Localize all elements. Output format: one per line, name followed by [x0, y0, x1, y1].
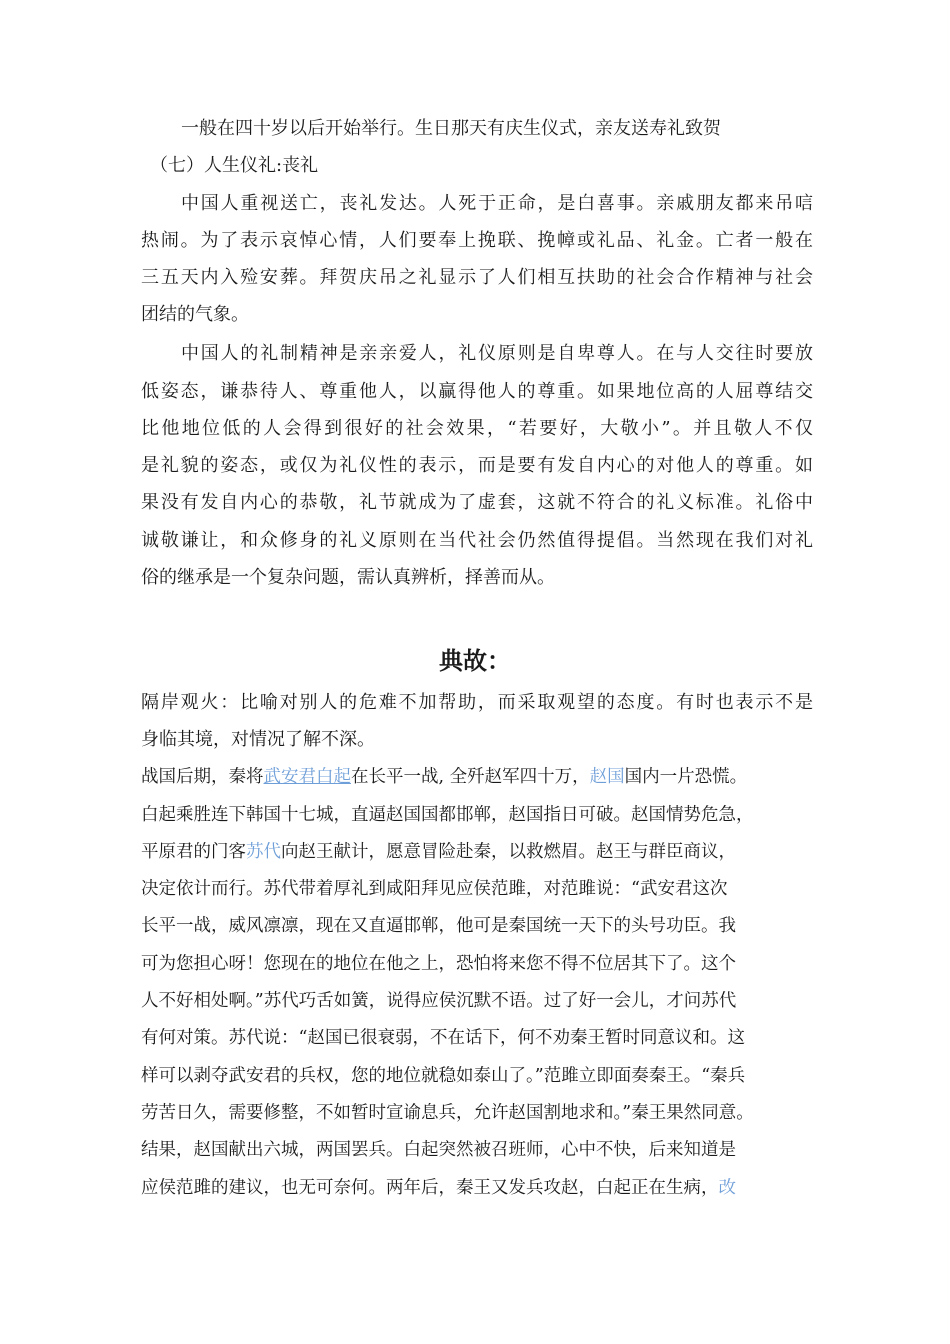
link-sudai[interactable]: 苏代 [246, 842, 281, 862]
paragraph-line: 热闹。为了表示哀悼心情，人们要奉上挽联、挽幛或礼品、礼金。亡者一般在 [141, 230, 813, 251]
story-line [141, 840, 813, 864]
story-text: 向赵王献计，愿意冒险赴秦，以救燃眉。赵王与群臣商议， [281, 842, 736, 862]
allusion-title: 典故： [439, 647, 511, 675]
paragraph-line: 果没有发自内心的恭敬，礼节就成为了虚套，这就不符合的礼义标准。礼俗中 [141, 492, 813, 513]
paragraph-line: 俗的继承是一个复杂问题，需认真辨析，择善而从。 [141, 567, 555, 588]
intro-line: 一般在四十岁以后开始举行。生日那天有庆生仪式，亲友送寿礼致贺 [181, 118, 721, 139]
paragraph-line: 诚敬谦让，和众修身的礼义原则在当代社会仍然值得提倡。当然现在我们对礼 [141, 530, 813, 551]
paragraph-line: 低姿态，谦恭待人、尊重他人，以赢得他人的尊重。如果地位高的人屈尊结交 [141, 381, 813, 402]
story-line: 白起乘胜连下韩国十七城，直逼赵国国都邯郸，赵国指日可破。赵国情势危急， [141, 805, 754, 825]
story-line: 有何对策。苏代说：“赵国已很衰弱，不在话下，何不劝秦王暂时同意议和。这 [141, 1028, 745, 1048]
story-text: 国内一片恐慌。 [624, 767, 748, 787]
story-line: 可为您担心呀！您现在的地位在他之上，恐怕将来您不得不位居其下了。这个 [141, 954, 736, 974]
story-line: 决定依计而行。苏代带着厚礼到咸阳拜见应侯范雎，对范雎说：“武安君这次 [141, 879, 728, 899]
paragraph-line: 中国人重视送亡，丧礼发达。人死于正命，是白喜事。亲戚朋友都来吊唁 [181, 193, 813, 214]
story-text: 在长平一战, 全歼赵军四十万， [351, 767, 590, 787]
definition-line: 隔岸观火：比喻对别人的危难不加帮助，而采取观望的态度。有时也表示不是 [141, 692, 813, 713]
paragraph-line: 是礼貌的姿态，或仅为礼仪性的表示，而是要有发自内心的对他人的尊重。如 [141, 455, 813, 476]
story-line: 长平一战，威风凛凛，现在又直逼邯郸，他可是秦国统一天下的头号功臣。我 [141, 916, 736, 936]
link-zhaoguo[interactable]: 赵国 [589, 767, 625, 787]
paragraph-line: 团结的气象。 [141, 304, 249, 325]
story-line: 样可以剥夺武安君的兵权，您的地位就稳如泰山了。”范雎立即面奏秦王。“秦兵 [141, 1066, 746, 1086]
section-heading: （七）人生仪礼:丧礼 [150, 155, 319, 176]
paragraph-line: 中国人的礼制精神是亲亲爱人，礼仪原则是自卑尊人。在与人交往时要放 [181, 343, 813, 364]
story-line: 劳苦日久，需要修整，不如暂时宣谕息兵，允许赵国割地求和。”秦王果然同意。 [141, 1103, 754, 1123]
story-text: 战国后期，秦将 [141, 767, 264, 787]
link-gai[interactable]: 改 [718, 1178, 736, 1198]
paragraph-line: 三五天内入殓安葬。拜贺庆吊之礼显示了人们相互扶助的社会合作精神与社会 [141, 267, 813, 288]
story-line: 结果，赵国献出六城，两国罢兵。白起突然被召班师，心中不快，后来知道是 [141, 1140, 736, 1160]
story-text: 平原君的门客 [141, 842, 246, 862]
link-wuanjun-baiqi[interactable]: 武安君白起 [263, 767, 351, 787]
story-text: 应侯范雎的建议，也无可奈何。两年后，秦王又发兵攻赵，白起正在生病， [141, 1178, 719, 1198]
story-line: 人不好相处啊。”苏代巧舌如簧，说得应侯沉默不语。过了好一会儿，才问苏代 [141, 991, 737, 1011]
paragraph-line: 比他地位低的人会得到很好的社会效果，“若要好，大敬小”。并且敬人不仅 [141, 418, 813, 439]
story-line [141, 1176, 813, 1200]
definition-line: 身临其境，对情况了解不深。 [141, 729, 375, 750]
story-line [141, 765, 813, 789]
